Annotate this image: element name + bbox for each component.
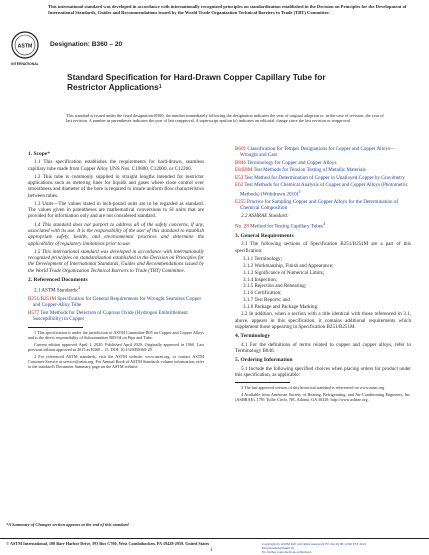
document-title <box>67 72 367 92</box>
ref-title[interactable]: Terminology for Copper and Copper Alloys <box>247 159 337 166</box>
footnote-3: 3 The last approved version of this historical standard is referenced on www.astm.org. <box>241 385 386 391</box>
para-1-4: 1.4 This standard does not purport to address all of the safety concerns, if any, associated with its use. It is the responsibility of the user of this standard to establish appropriate safety, health, and environmental practices and determine the applicability of regulatory limitations prior to use. <box>28 221 204 247</box>
right-column <box>235 146 411 404</box>
footnote-divider <box>235 382 290 383</box>
ref-code[interactable]: E8/E8M <box>235 167 253 174</box>
list-item: 3.1.3 Significance of Numerical Limits; <box>243 269 325 276</box>
logo-sub: INTERNATIONAL <box>11 62 39 66</box>
ref-title[interactable]: Practice for Sampling Copper and Copper Alloys for the Determination of Chemical Composition <box>240 199 399 212</box>
para-3-1: 3.1 The following sections of Specification B251/B251M are a part of this specification: <box>235 241 411 254</box>
reference-link[interactable] <box>28 310 204 323</box>
list-item: 3.1.1 Terminology; <box>243 255 283 262</box>
ref-code[interactable]: E62 <box>235 182 244 189</box>
edition-note: This standard is issued under the fixed designation B360; the number immediately following the designation indicates the year of original adoption or, in the case of revision, the year of last revision. A number in parentheses indicates the year of last reapproval. A superscript epsilon (ε) indicates an editorial change since the last revision or reapproval. <box>66 113 384 124</box>
page-number: 1 <box>210 548 213 553</box>
ref-title[interactable]: Test Methods for Chemical Analysis of Copper and Copper Alloys (Photometric Methods) (Withdrawn 2010) <box>240 182 408 198</box>
ref-code[interactable]: B846 <box>235 159 247 166</box>
left-column <box>28 148 204 371</box>
ref-code[interactable]: B251/B251M <box>28 296 57 302</box>
para-2-1-sup: 2 <box>78 285 81 291</box>
license-stamp <box>262 542 422 554</box>
copyright: © ASTM International, 100 Barr Harbor Drive, PO Box C700, West Conshohocken, PA 19428-2959. United States <box>6 541 210 546</box>
ref-title[interactable]: Test Method for Determination of Copper in Unalloyed Copper by Gravimetry <box>244 174 405 181</box>
ref-code[interactable]: B577 <box>28 309 40 316</box>
ref-code[interactable]: B601 <box>235 146 247 152</box>
ref-title[interactable]: Test Methods for Detection of Cuprous Oxide (Hydrogen Embrittlement Susceptibility) in Copper <box>33 309 188 323</box>
reference-link[interactable] <box>235 175 411 181</box>
summary-note: *A Summary of Changes section appears at the end of this standard <box>6 522 129 527</box>
ref-title[interactable]: Test Methods for Tension Testing of Metallic Materials <box>253 167 366 174</box>
ref-title[interactable]: Classification for Temper Designations for Copper and Copper Alloys—Wrought and Cast <box>240 146 396 159</box>
designation: Designation: B360 – 20 <box>50 41 123 48</box>
reference-link[interactable] <box>235 199 411 212</box>
astm-logo <box>8 30 42 73</box>
reference-link[interactable] <box>235 146 411 159</box>
ref-code[interactable]: E255 <box>235 199 246 206</box>
ref-title[interactable]: Specification for General Requirements for Wrought Seamless Copper and Copper-Alloy Tube <box>33 296 202 309</box>
ref-sup: 4 <box>323 220 326 226</box>
scope-heading: 1. Scope* <box>28 151 50 157</box>
reference-link[interactable] <box>28 296 204 309</box>
license-line: No further reproductions authorized. <box>262 550 312 555</box>
footnote-4: 4 Available from American Society of Heating, Refrigerating, and Air-Conditioning Engineers, Inc. (ASHRAE), 1791 Tullie Circle, NE, Atlanta, GA 30329, http://www.ashrae.org. <box>235 392 411 403</box>
reference-link[interactable] <box>235 160 411 166</box>
general-heading: 3. General Requirements <box>235 232 294 239</box>
list-item: 3.1.7 Test Reports; and <box>243 297 290 304</box>
title-footnote-ref: 1 <box>158 84 162 90</box>
license-line: Copyright by ASTM Int'l (all rights reserved); Fri Jan 29 00:12:00 EST 2021 <box>262 542 367 546</box>
para-2-1-text: 2.1 ASTM Standards: <box>34 287 79 294</box>
list-item: 3.1.6 Certification; <box>243 290 282 297</box>
ref-title[interactable]: Method for Testing Capillary Tubes <box>250 223 323 230</box>
para-1-3: 1.3 Units—The values stated in inch-pound units are to be regarded as standard. The values given in parentheses are mathematical conversions to SI units that are provided for information only and are not considered standard. <box>28 200 204 220</box>
ordering-heading: 5. Ordering Information <box>235 357 293 364</box>
ref-code[interactable]: No. 28 <box>235 223 249 230</box>
footnote-divider <box>28 327 83 328</box>
title-text: Standard Specification for Hard-Drawn Copper Capillary Tube for Restrictor Applications <box>67 72 326 92</box>
list-item: 3.1.4 Inspection; <box>243 276 278 283</box>
para-2-2: 2.2 ASHRAE Standard: <box>241 212 289 219</box>
astm-logo-icon <box>8 30 42 68</box>
list-item: 3.1.8 Package and Package Marking. <box>243 304 319 311</box>
footnote-2: 2 For referenced ASTM standards, visit the ASTM website, www.astm.org, or contact ASTM Customer Service at service@astm.org. For Annual Book of ASTM Standards volume information, refer to the standard's Document Summary page on the ASTM website. <box>28 353 204 370</box>
para-1-2: 1.2 This tube is commonly supplied in straight lengths intended for restrictor applications such as metering lines for liquids and gases where close control over smoothness and diameter of the bore is required to insure uniform flow characteristics between tubes. <box>28 173 204 199</box>
reference-link[interactable] <box>235 221 411 230</box>
wto-notice: This international standard was developed in accordance with internationally recognized principles on standardization established in the Decision on Principles for the Development of International Standards, Guides and Recommendations issued by the World Trade Organization Technical Barriers to Trade (TBT) Committee. <box>48 4 407 15</box>
refs-heading: 2. Referenced Documents <box>28 276 88 283</box>
logo-name: ASTM <box>17 43 33 50</box>
footnote-1: 1 This specification is under the jurisdiction of ASTM Committee B05 on Copper and Copper Alloys and is the direct responsibility of Subcommittee B05.04 on Pipe and Tube. <box>28 329 204 340</box>
reference-link[interactable] <box>235 182 411 197</box>
footnote-1-edition: Current edition approved April 1, 2020. Published April 2020. Originally approved in 1960. Last previous edition approved in 2015 as B360 – 15. DOI: 10.1520/B0360-20. <box>28 341 204 352</box>
para-5-1: 5.1 Include the following specified choices when placing orders for product under this specification, as applicable: <box>235 365 411 378</box>
list-item: 3.1.2 Workmanship, Finish and Appearance; <box>243 262 334 269</box>
list-item: 3.1.5 Rejection and Rehearing; <box>243 283 307 290</box>
reference-link[interactable] <box>235 167 411 173</box>
terminology-heading: 4. Terminology <box>235 333 271 340</box>
para-2-1 <box>28 285 204 294</box>
para-1-5: 1.5 This international standard was developed in accordance with internationally recognized principles on standardization established in the Decision on Principles for the Development of International Standards, Guides and Recommendations issued by the World Trade Organization Technical Barriers to Trade (TBT) Committee. <box>28 248 204 274</box>
footer-divider <box>0 538 429 539</box>
ref-code[interactable]: E53 <box>235 174 244 181</box>
para-1-1: 1.1 This specification establishes the requirements for hard-drawn, seamless capillary tube made from Copper Alloy UNS Nos. C10800, C12000, or C12200. <box>28 159 204 172</box>
ref-sup: 3 <box>298 188 301 194</box>
para-3-2: 3.2 In addition, when a section with a title identical with those referenced in 3.1, above, appears in this specification, it contains additional requirements which supplement those appearing in Specification B251/B251M. <box>235 311 411 330</box>
license-line: Downloaded/printed by <box>262 546 295 551</box>
para-4-1: 4.1 For the definitions of terms related to copper and copper alloys, refer to Terminology B846. <box>235 341 411 354</box>
